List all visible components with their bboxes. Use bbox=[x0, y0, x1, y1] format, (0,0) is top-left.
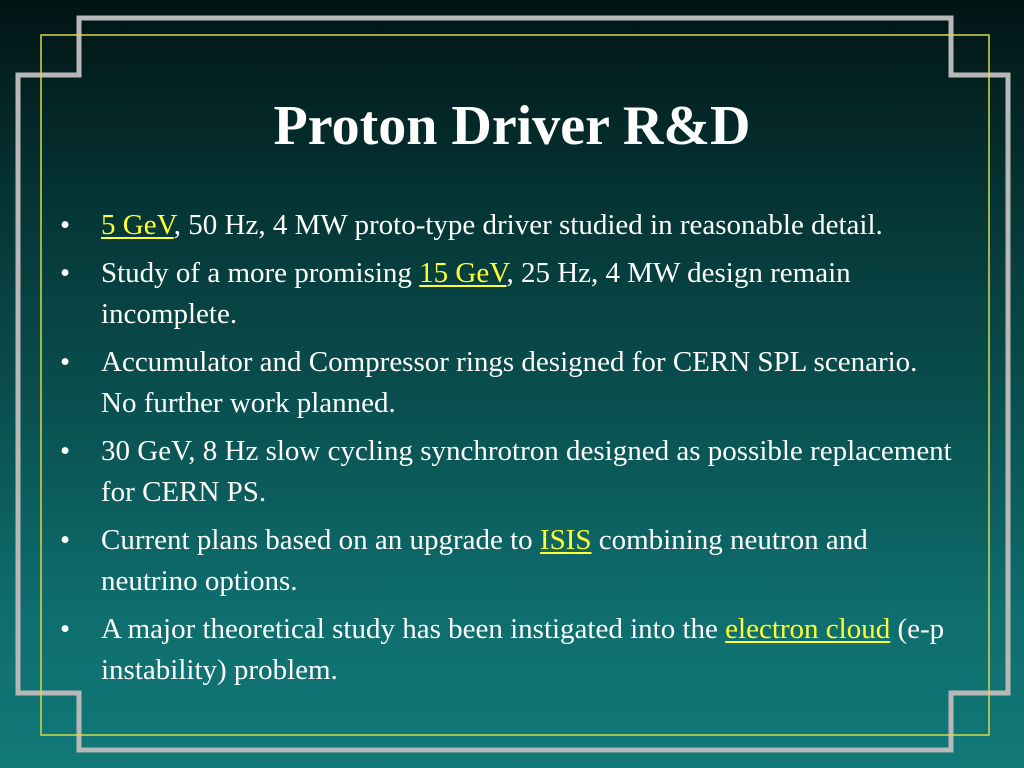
bullet-item bbox=[56, 253, 956, 335]
link-5-gev[interactable]: 5 GeV bbox=[101, 209, 174, 241]
bullet-text: , 50 Hz, 4 MW proto-type driver studied in reasonable detail. bbox=[173, 209, 883, 241]
bullet-dot: • bbox=[60, 209, 71, 241]
bullet-dot: • bbox=[60, 524, 71, 556]
bullet-dot: • bbox=[60, 435, 71, 467]
bullet-item bbox=[56, 431, 956, 513]
bullet-text: (e-p instability) problem. bbox=[101, 613, 945, 686]
bullet-text: Study of a more promising bbox=[101, 257, 420, 289]
bullet-item bbox=[56, 205, 956, 246]
link-isis[interactable]: ISIS bbox=[539, 524, 592, 556]
bullet-dot: • bbox=[60, 257, 71, 289]
link-electron-cloud[interactable]: electron cloud bbox=[725, 613, 891, 645]
bullet-text: , 25 Hz, 4 MW design remain incomplete. bbox=[101, 257, 851, 330]
bullet-item bbox=[56, 342, 956, 424]
bullet-list bbox=[56, 205, 956, 698]
bullet-dot: • bbox=[60, 613, 71, 645]
bullet-text: 30 GeV, 8 Hz slow cycling synchrotron designed as possible replacement for CERN PS. bbox=[101, 435, 952, 508]
bullet-item bbox=[56, 520, 956, 602]
bullet-dot: • bbox=[60, 346, 71, 378]
bullet-text: combining neutron and neutrino options. bbox=[101, 524, 868, 597]
slide-title: Proton Driver R&D bbox=[273, 95, 751, 157]
bullet-text: Current plans based on an upgrade to bbox=[101, 524, 540, 556]
bullet-text: A major theoretical study has been instigated into the bbox=[101, 613, 726, 645]
bullet-text: Accumulator and Compressor rings designed for CERN SPL scenario. No further work planned. bbox=[101, 346, 918, 419]
link-15-gev[interactable]: 15 GeV bbox=[419, 257, 507, 289]
bullet-item bbox=[56, 609, 956, 691]
